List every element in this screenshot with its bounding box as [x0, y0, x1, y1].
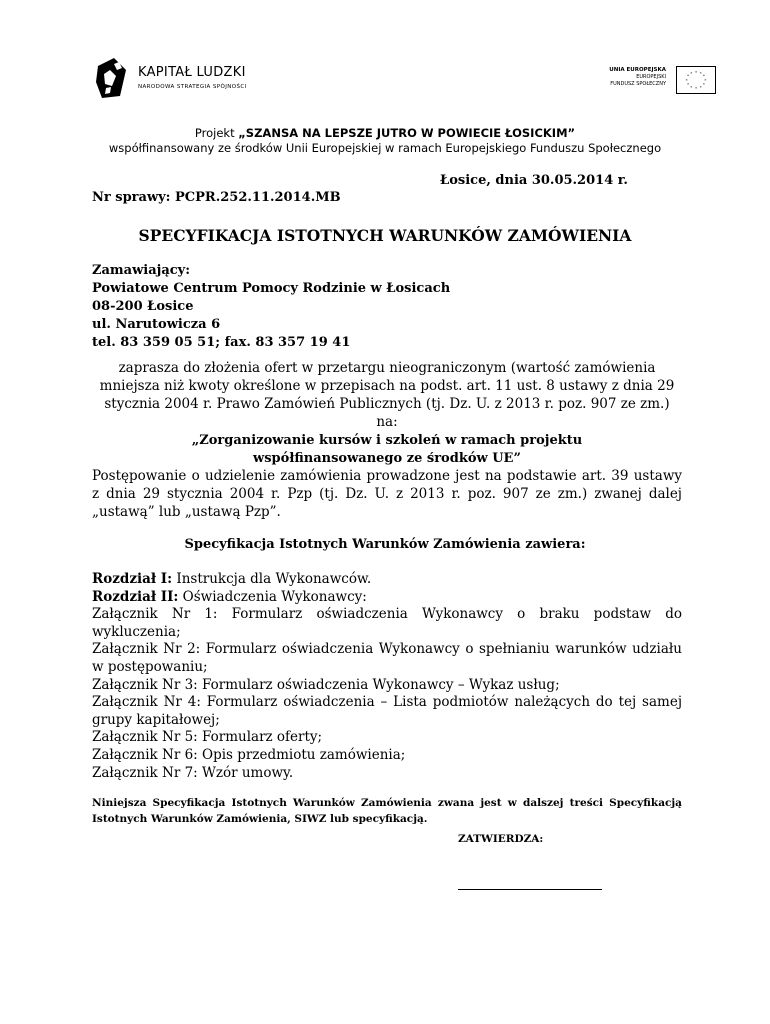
- logo-subtitle: NARODOWA STRATEGIA SPÓJNOŚCI: [138, 84, 247, 90]
- item-text: Załącznik Nr 1: Formularz oświadczenia Wykonawcy o braku podstaw do wykluczenia;: [92, 606, 682, 640]
- list-item: [92, 641, 682, 676]
- orderer-postal: 08-200 Łosice: [92, 299, 194, 314]
- list-item: [92, 747, 682, 765]
- eu-logo-line1: UNIA EUROPEJSKA: [609, 67, 666, 73]
- document-title: SPECYFIKACJA ISTOTNYCH WARUNKÓW ZAMÓWIENIA: [138, 226, 632, 245]
- contents-heading: Specyfikacja Istotnych Warunków Zamówienia zawiera:: [184, 537, 586, 552]
- invitation-text: zaprasza do złożenia ofert w przetargu nieograniczonym (wartość zamówienia mniejsza niż kwoty określone w przepisach na podst. art. 11 ust. 8 ustawy z dnia 29 stycznia 2004 r. Prawo Zamówień Publicznych (tj. Dz. U. z 2013 r. poz. 907 ze zm.) na:: [99, 360, 675, 430]
- svg-text:*: *: [699, 85, 702, 90]
- approval-label: ZATWIERDZA:: [458, 833, 544, 845]
- logo-title: KAPITAŁ LUDZKI: [138, 65, 246, 80]
- item-label: Rozdział II:: [92, 588, 179, 605]
- cofinancing-line: współfinansowany ze środków Unii Europejskiej w ramach Europejskiego Funduszu Społecznego: [108, 141, 662, 155]
- svg-text:*: *: [695, 86, 697, 91]
- svg-text:*: *: [687, 74, 690, 79]
- item-text: Załącznik Nr 3: Formularz oświadczenia Wykonawcy – Wykaz usług;: [92, 676, 560, 693]
- project-prefix: Projekt: [194, 126, 239, 140]
- item-label: Rozdział I:: [92, 571, 173, 587]
- contents-list: [92, 571, 682, 782]
- note-paragraph: Niniejsza Specyfikacja Istotnych Warunków Zamówienia zwana jest w dalszej treści Specyfikacją Istotnych Warunków Zamówienia, SIWZ lub specyfikacją.: [92, 797, 682, 825]
- item-text: Załącznik Nr 5: Formularz oferty;: [92, 729, 323, 746]
- project-line: [0, 126, 770, 140]
- svg-text:*: *: [704, 78, 707, 83]
- signature-line: [458, 889, 602, 890]
- orderer-label: Zamawiający:: [92, 263, 191, 278]
- item-text: Załącznik Nr 6: Opis przedmiotu zamówienia;: [92, 746, 406, 763]
- kapital-ludzki-logo: [96, 56, 266, 100]
- orderer-name: Powiatowe Centrum Pomocy Rodzinie w Łosicach: [92, 281, 451, 296]
- item-text: Załącznik Nr 7: Wzór umowy.: [92, 764, 294, 781]
- list-item: [92, 729, 682, 747]
- eu-logo: [596, 66, 716, 96]
- svg-text:*: *: [690, 71, 693, 76]
- list-item: [92, 765, 682, 783]
- item-text: Oświadczenia Wykonawcy:: [178, 588, 367, 605]
- svg-text:*: *: [685, 78, 688, 83]
- svg-text:*: *: [702, 74, 705, 79]
- svg-text:*: *: [690, 85, 693, 90]
- item-text: Załącznik Nr 2: Formularz oświadczenia Wykonawcy o spełnianiu warunków udziału w postępowaniu;: [92, 641, 682, 675]
- orderer-street: ul. Narutowicza 6: [92, 317, 221, 332]
- kapital-ludzki-emblem-icon: [96, 56, 130, 100]
- svg-text:*: *: [702, 82, 705, 87]
- eu-logo-text: [609, 67, 666, 88]
- list-item: [92, 606, 682, 641]
- item-text: Instrukcja dla Wykonawców.: [172, 571, 372, 587]
- order-subject: [92, 432, 682, 468]
- eu-logo-line2: EUROPEJSKI: [636, 74, 666, 80]
- orderer-phone: tel. 83 359 05 51; fax. 83 357 19 41: [92, 335, 351, 350]
- procedure-text: Postępowanie o udzielenie zamówienia prowadzone jest na podstawie art. 39 ustawy z dnia 29 stycznia 2004 r. Pzp (tj. Dz. U. z 2013 r. poz. 907 ze zm.) zwanej dalej „ustawą” lub „ustawą Pzp”.: [92, 468, 682, 520]
- order-subject-line2: współfinansowanego ze środków UE”: [253, 451, 521, 466]
- svg-text:*: *: [699, 71, 702, 76]
- item-text: Załącznik Nr 4: Formularz oświadczenia – Lista podmiotów należących do tej samej grupy kapitałowej;: [92, 694, 682, 728]
- order-subject-line1: „Zorganizowanie kursów i szkoleń w ramach projektu: [191, 433, 583, 448]
- list-item: [92, 694, 682, 729]
- orderer-block: [92, 262, 450, 352]
- svg-text:*: *: [687, 82, 690, 87]
- eu-logo-line3: FUNDUSZ SPOŁECZNY: [610, 81, 666, 87]
- project-name: „SZANSA NA LEPSZE JUTRO W POWIECIE ŁOSICKIM”: [238, 126, 576, 140]
- case-number: Nr sprawy: PCPR.252.11.2014.MB: [92, 190, 341, 205]
- eu-flag-icon: [676, 66, 716, 94]
- list-item: [92, 589, 682, 607]
- list-item: [92, 677, 682, 695]
- svg-text:*: *: [695, 70, 697, 75]
- place-date: Łosice, dnia 30.05.2014 r.: [440, 173, 628, 188]
- list-item: [92, 571, 682, 589]
